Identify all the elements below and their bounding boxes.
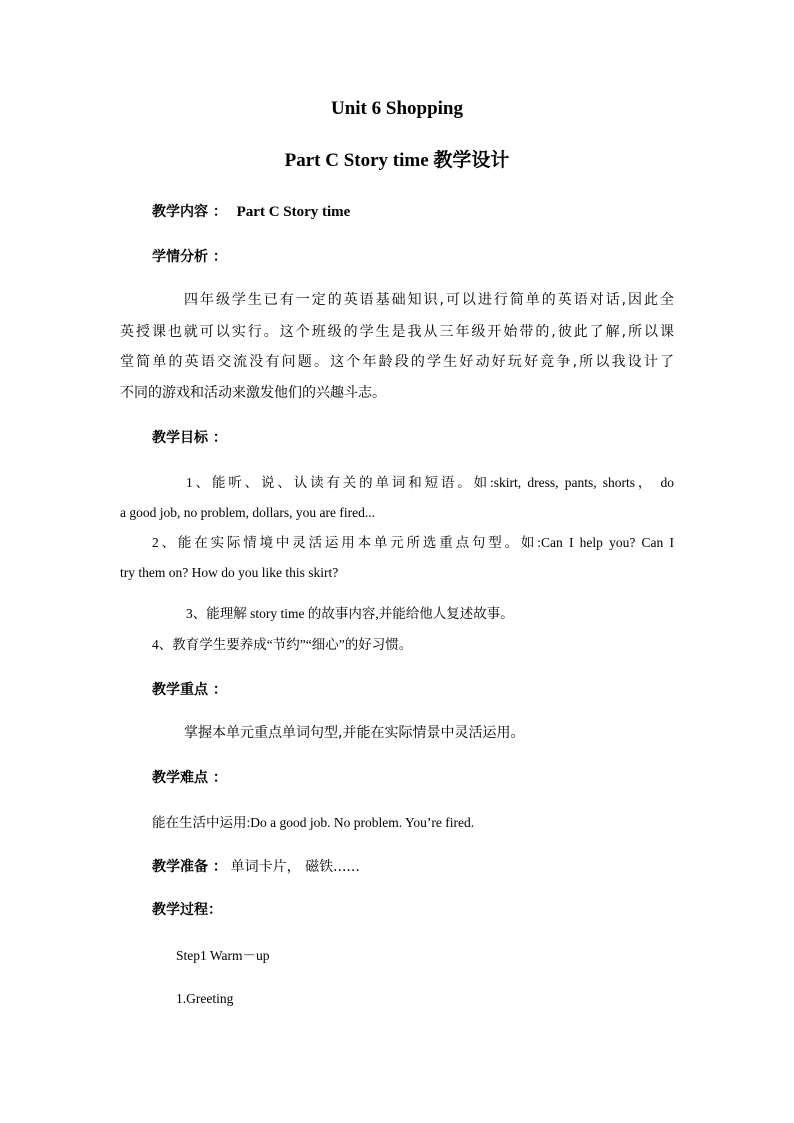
- analysis-line-2: 英授课也就可以实行。这个班级的学生是我从三年级开始带的,彼此了解,所以课: [120, 324, 674, 340]
- key-label: 教学重点 ：: [152, 682, 227, 698]
- analysis-line-4: 不同的游戏和活动来激发他们的兴趣斗志。: [120, 385, 386, 401]
- difficult-text: 能在生活中运用:Do a good job. No problem. You’re fired.: [152, 815, 475, 830]
- process-heading: [152, 900, 222, 920]
- goals-label: 教学目标 ：: [152, 430, 227, 446]
- document-title: Unit 6 Shopping: [330, 98, 463, 119]
- analysis-heading: [152, 247, 227, 267]
- content-label: 教学内容 ：: [152, 204, 227, 220]
- content-row: [152, 202, 350, 222]
- goal-1-line-2: a good job, no problem, dollars, you are fired...: [120, 505, 375, 520]
- prep-row: [152, 857, 360, 877]
- prep-text: 单词卡片， 磁铁......: [230, 859, 360, 875]
- analysis-label: 学情分析 ：: [152, 249, 227, 265]
- prep-label: 教学准备 ：: [152, 859, 227, 875]
- difficult-heading: [152, 768, 227, 788]
- key-heading: [152, 680, 227, 700]
- greeting: 1.Greeting: [176, 991, 234, 1006]
- goal-1-line-1: 1、能听、说、认读有关的单词和短语。如:skirt, dress, pants, shorts， do: [186, 475, 674, 490]
- content-value: Part C Story time: [236, 204, 351, 220]
- goal-2-line-1: 2、能在实际情境中灵活运用本单元所选重点句型。如:Can I help you? Can I: [152, 535, 674, 550]
- goals-heading: [152, 428, 227, 448]
- goal-3: 3、能理解 story time 的故事内容,并能给他人复述故事。: [186, 606, 514, 621]
- document-subtitle: Part C Story time 教学设计: [284, 150, 510, 171]
- analysis-line-3: 堂简单的英语交流没有问题。这个年龄段的学生好动好玩好竞争,所以我设计了: [120, 354, 674, 370]
- process-label: 教学过程：: [152, 902, 222, 918]
- difficult-label: 教学难点 ：: [152, 770, 227, 786]
- key-text: 掌握本单元重点单词句型,并能在实际情景中灵活运用。: [184, 725, 525, 741]
- analysis-line-1: 四年级学生已有一定的英语基础知识,可以进行简单的英语对话,因此全: [184, 292, 674, 308]
- goal-2-line-2: try them on? How do you like this skirt?: [120, 565, 339, 580]
- goal-4: 4、教育学生要养成“节约”“细心”的好习惯。: [152, 637, 413, 652]
- step1: Step1 Warm－up: [176, 948, 270, 963]
